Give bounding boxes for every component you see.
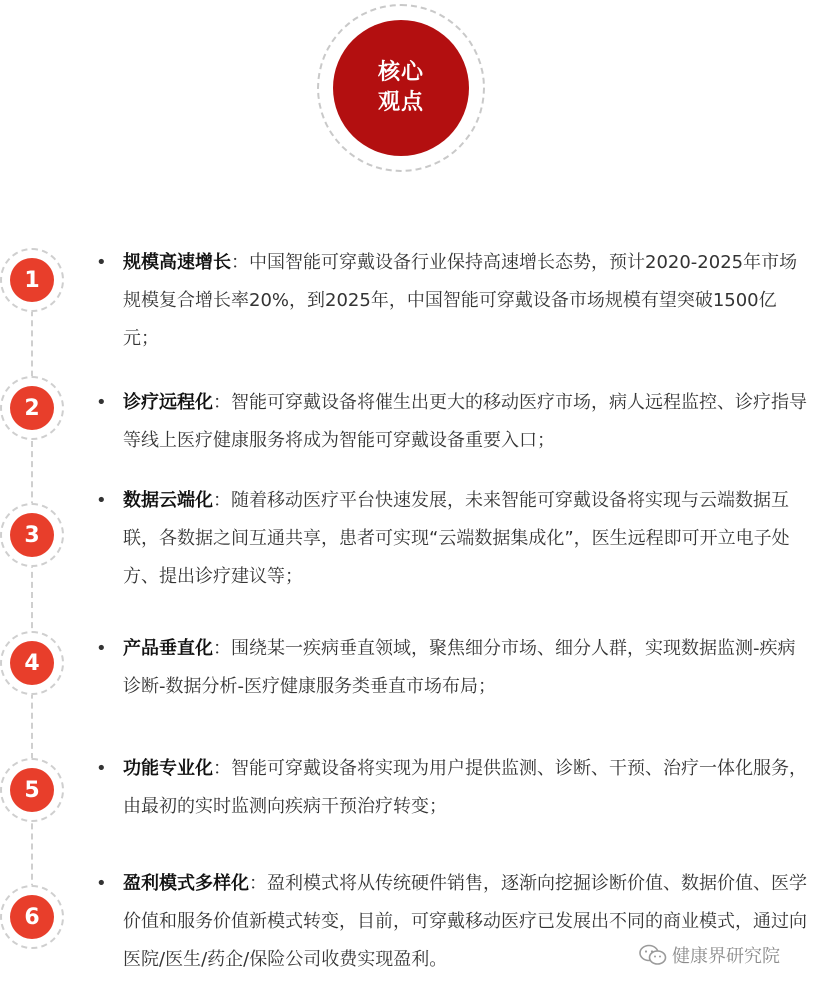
header-badge xyxy=(333,20,469,156)
number-5: 5 xyxy=(10,768,54,812)
bullet: • xyxy=(96,392,107,413)
list-item-4 xyxy=(96,630,808,706)
item-body: 智能可穿戴设备将催生出更大的移动医疗市场，病人远程监控、诊疗指导等线上医疗健康服务将成为智能可穿戴设备重要入口； xyxy=(123,392,807,451)
item-colon: ： xyxy=(213,758,231,779)
watermark xyxy=(638,940,780,970)
header-title-line1: 核心 xyxy=(377,60,424,85)
item-label: 产品垂直化 xyxy=(123,638,213,659)
number-badge-3 xyxy=(0,503,64,567)
number-1: 1 xyxy=(10,258,54,302)
item-colon: ： xyxy=(213,490,231,511)
wechat-icon xyxy=(638,943,668,967)
item-label: 功能专业化 xyxy=(123,758,213,779)
item-text-block xyxy=(123,482,808,596)
bullet: • xyxy=(96,252,107,273)
list-item-2 xyxy=(96,384,808,460)
item-body: 智能可穿戴设备将实现为用户提供监测、诊断、干预、治疗一体化服务，由最初的实时监测向疾病干预治疗转变； xyxy=(123,758,807,817)
number-3: 3 xyxy=(10,513,54,557)
item-colon: ： xyxy=(213,638,231,659)
list-item-3 xyxy=(96,482,808,596)
item-body: 随着移动医疗平台快速发展，未来智能可穿戴设备将实现与云端数据互联，各数据之间互通共享，患者可实现“云端数据集成化”，医生远程即可开立电子处方、提出诊疗建议等； xyxy=(123,490,790,587)
list-item-1 xyxy=(96,244,808,358)
number-6: 6 xyxy=(10,895,54,939)
number-badge-5 xyxy=(0,758,64,822)
number-badge-6 xyxy=(0,885,64,949)
item-label: 诊疗远程化 xyxy=(123,392,213,413)
bullet: • xyxy=(96,758,107,779)
number-2: 2 xyxy=(10,386,54,430)
item-label: 数据云端化 xyxy=(123,490,213,511)
item-text-block xyxy=(123,244,808,358)
item-text-block xyxy=(123,384,808,460)
list-item-5 xyxy=(96,750,808,826)
item-body: 盈利模式将从传统硬件销售，逐渐向挖掘诊断价值、数据价值、医学价值和服务价值新模式转变，目前，可穿戴移动医疗已发展出不同的商业模式，通过向医院/医生/药企/保险公司收费实现盈利。 xyxy=(123,873,807,970)
item-body: 中国智能可穿戴设备行业保持高速增长态势，预计2020-2025年市场规模复合增长率20%，到2025年，中国智能可穿戴设备市场规模有望突破1500亿元； xyxy=(123,252,798,349)
item-label: 规模高速增长 xyxy=(123,252,231,273)
bullet: • xyxy=(96,490,107,511)
bullet: • xyxy=(96,873,107,894)
number-badge-2 xyxy=(0,376,64,440)
item-label: 盈利模式多样化 xyxy=(123,873,249,894)
item-colon: ： xyxy=(213,392,231,413)
item-colon: ： xyxy=(231,252,249,273)
number-4: 4 xyxy=(10,641,54,685)
number-badge-4 xyxy=(0,631,64,695)
item-text-block xyxy=(123,750,808,826)
item-text-block xyxy=(123,630,808,706)
bullet: • xyxy=(96,638,107,659)
header-title-line2: 观点 xyxy=(377,90,424,115)
item-colon: ： xyxy=(249,873,267,894)
watermark-text: 健康界研究院 xyxy=(672,946,780,967)
number-badge-1 xyxy=(0,248,64,312)
item-body: 围绕某一疾病垂直领域，聚焦细分市场、细分人群，实现数据监测-疾病诊断-数据分析-医疗健康服务类垂直市场布局； xyxy=(123,638,796,697)
